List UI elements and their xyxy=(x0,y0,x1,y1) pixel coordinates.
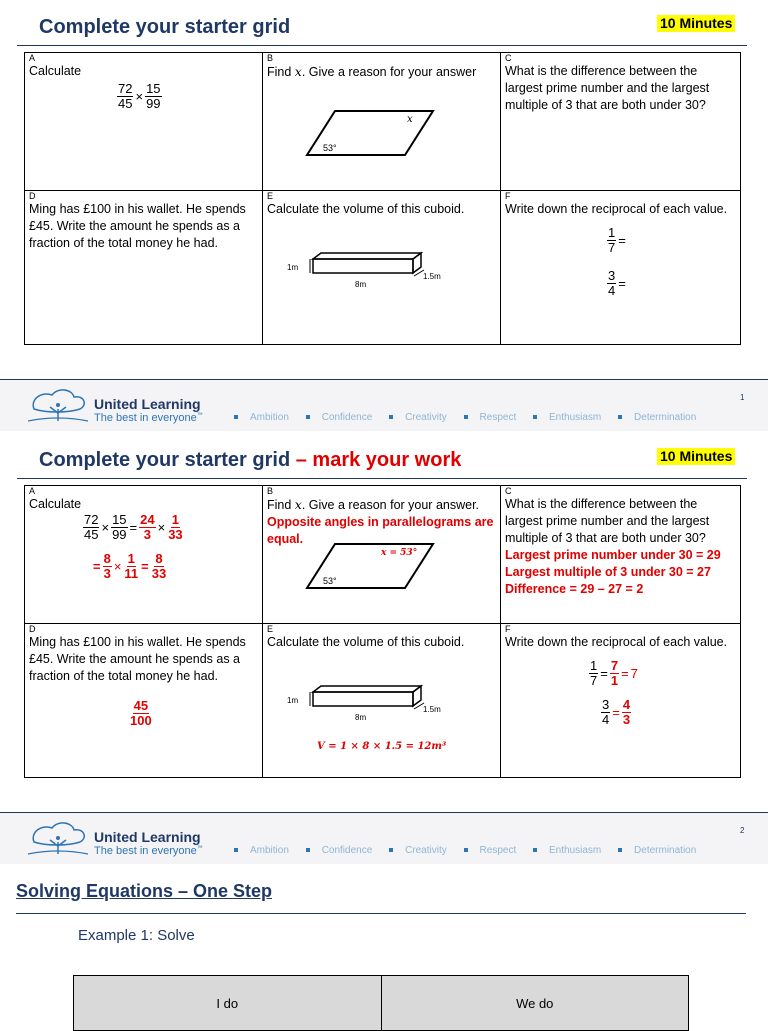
slide2-starter-grid xyxy=(24,485,741,778)
slide2-timer: 10 Minutes xyxy=(657,448,735,465)
svg-text:1m: 1m xyxy=(287,263,299,272)
cell-label: D xyxy=(29,624,36,634)
slide1-timer: 10 Minutes xyxy=(657,15,735,32)
slide1-footer xyxy=(0,379,768,431)
org-tagline: The best in everyone™ xyxy=(94,845,203,857)
reciprocal-1: $\frac{1}{7}$ = xyxy=(608,225,626,255)
cell-d xyxy=(25,191,263,345)
united-learning-logo-icon xyxy=(28,387,90,425)
svg-text:x = 53°: x = 53° xyxy=(381,548,418,558)
question-text: Calculate the volume of this cuboid. xyxy=(267,202,465,216)
cuboid-diagram xyxy=(283,682,453,732)
slide1-title: Complete your starter grid xyxy=(39,16,291,38)
example-heading: Example 1: Solve xyxy=(78,927,195,944)
slide1-starter-grid xyxy=(24,52,741,345)
svg-text:1m: 1m xyxy=(287,696,299,705)
slide2-footer xyxy=(0,812,768,864)
working-line-2: = $\frac{8}{3}$ × $\frac{1}{11}$ = $\frac{8}{33}$ xyxy=(93,551,167,581)
slide2-title-rule xyxy=(17,478,747,479)
svg-text:53°: 53° xyxy=(323,576,337,586)
cell-c xyxy=(501,53,741,191)
slide3-title-rule xyxy=(16,913,746,914)
answer-line-3: Difference = 29 – 27 = 2 xyxy=(505,582,644,596)
org-tagline: The best in everyone™ xyxy=(94,412,203,424)
question-text: Ming has £100 in his wallet. He spends £45. Write the amount he spends as a fraction of the total money he had. xyxy=(29,202,246,250)
svg-text:1.5m: 1.5m xyxy=(423,272,441,281)
cell-label: E xyxy=(267,624,274,634)
cuboid-diagram xyxy=(283,249,453,299)
cell-label: D xyxy=(29,191,36,201)
cell-d xyxy=(25,624,263,778)
united-learning-logo-icon xyxy=(28,820,90,858)
page-number: 2 xyxy=(740,826,745,835)
cell-f xyxy=(501,191,741,345)
cell-f xyxy=(501,624,741,778)
slide3-title: Solving Equations – One Step xyxy=(16,881,273,901)
cell-label: A xyxy=(29,53,36,63)
question-text: Find x. Give a reason for your answer. xyxy=(267,497,480,512)
cell-e xyxy=(263,191,501,345)
cell-b xyxy=(263,486,501,624)
cell-b xyxy=(263,53,501,191)
svg-text:1.5m: 1.5m xyxy=(423,705,441,714)
question-text: Write down the reciprocal of each value. xyxy=(505,202,728,216)
cell-label: B xyxy=(267,53,274,63)
values-list: Ambition Confidence Creativity Respect Enthusiasm Determination xyxy=(234,845,696,856)
answer-line-2: Largest multiple of 3 under 30 = 27 xyxy=(505,565,711,579)
question-text: What is the difference between the largest prime number and the largest multiple of 3 that are both under 30? xyxy=(505,497,710,545)
values-list: Ambition Confidence Creativity Respect Enthusiasm Determination xyxy=(234,412,696,423)
slide1-title-rule xyxy=(17,45,747,46)
cell-label: F xyxy=(505,191,511,201)
cell-a xyxy=(25,486,263,624)
we-do-header: We do xyxy=(381,976,689,1031)
parallelogram-diagram xyxy=(305,540,435,600)
answer-line-1: Largest prime number under 30 = 29 xyxy=(505,548,721,562)
ido-wedo-table xyxy=(73,975,689,1031)
i-do-header: I do xyxy=(74,976,382,1031)
slide2-title: Complete your starter grid – mark your work xyxy=(39,449,462,471)
org-name: United Learning xyxy=(94,829,201,845)
cell-a xyxy=(25,53,263,191)
cell-label: C xyxy=(505,486,512,496)
parallelogram-diagram xyxy=(305,107,435,167)
org-name: United Learning xyxy=(94,396,201,412)
working-line-1: $\frac{72}{45}$ × $\frac{15}{99}$ = $\frac{24}{3}$ × $\frac{1}{33}$ xyxy=(84,512,183,542)
question-text: Ming has £100 in his wallet. He spends £45. Write the amount he spends as a fraction of the total money he had. xyxy=(29,635,246,683)
question-text: What is the difference between the largest prime number and the largest multiple of 3 that are both under 30? xyxy=(505,64,710,112)
question-text: Find x. Give a reason for your answer xyxy=(267,64,477,79)
answer-fraction: $\frac{45}{100}$ xyxy=(130,698,152,728)
answer-text: Opposite angles in parallelograms are equal. xyxy=(267,515,494,546)
reciprocal-2: $\frac{3}{4}$ = $\frac{4}{3}$ xyxy=(602,697,631,727)
cell-label: A xyxy=(29,486,36,496)
reciprocal-2: $\frac{3}{4}$ = xyxy=(608,268,626,298)
cell-label: E xyxy=(267,191,274,201)
cell-label: C xyxy=(505,53,512,63)
svg-text:53°: 53° xyxy=(323,143,337,153)
question-text: Calculate xyxy=(29,497,82,511)
question-text: Calculate xyxy=(29,64,82,78)
svg-text:x: x xyxy=(407,114,413,125)
page-number: 1 xyxy=(740,393,745,402)
cell-e xyxy=(263,624,501,778)
svg-text:8m: 8m xyxy=(355,713,367,722)
question-text: Calculate the volume of this cuboid. xyxy=(267,635,465,649)
volume-answer: V = 1 × 8 × 1.5 = 12m³ xyxy=(317,741,447,752)
reciprocal-1: $\frac{1}{7}$ = $\frac{7}{1}$ = 7 xyxy=(590,658,638,688)
svg-text:8m: 8m xyxy=(355,280,367,289)
cell-label: B xyxy=(267,486,274,496)
question-text: Write down the reciprocal of each value. xyxy=(505,635,728,649)
fraction-product: $\frac{72}{45}$ × $\frac{15}{99}$ xyxy=(118,81,161,111)
cell-label: F xyxy=(505,624,511,634)
cell-c xyxy=(501,486,741,624)
